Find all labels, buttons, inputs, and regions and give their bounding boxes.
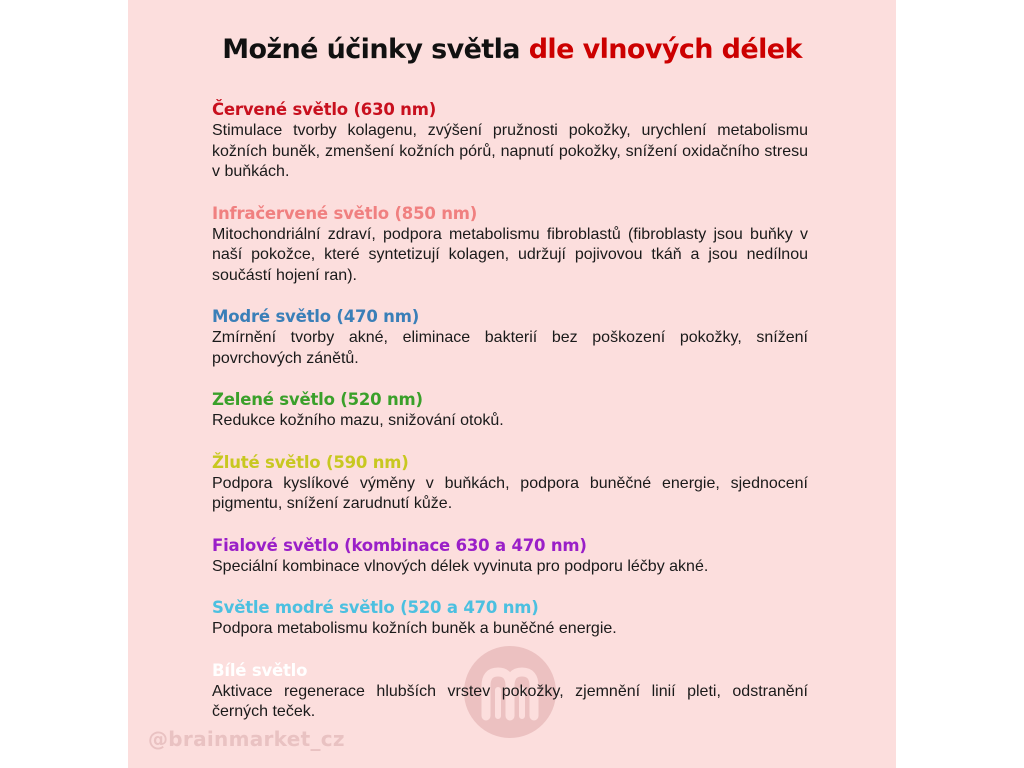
section-heading: Modré světlo (470 nm) (212, 307, 420, 326)
section-white-light (212, 660, 808, 723)
section-description: Stimulace tvorby kolagenu, zvýšení pružnosti pokožky, urychlení metabolismu kožních buněk, zmenšení kožních pórů, napnutí pokožky, snížení oxidačního stresu v buňkách. (212, 122, 808, 180)
section-red-light (212, 99, 808, 183)
section-description: Aktivace regenerace hlubších vrstev pokožky, zjemnění linií pleti, odstranění černých teček. (212, 682, 808, 720)
infographic-panel (128, 0, 896, 768)
title-main: Možné účinky světla (222, 34, 520, 65)
section-heading: Bílé světlo (212, 660, 308, 680)
section-light-blue-light (212, 597, 808, 640)
section-violet-light (212, 535, 808, 578)
section-description: Podpora metabolismu kožních buněk a buněčné energie. (212, 620, 617, 637)
section-heading: Zelené světlo (520 nm) (212, 390, 423, 409)
section-green-light (212, 389, 808, 432)
section-heading: Žluté světlo (590 nm) (212, 452, 409, 472)
section-heading: Fialové světlo (kombinace 630 a 470 nm) (212, 535, 587, 555)
section-description: Redukce kožního mazu, snižování otoků. (212, 412, 504, 429)
section-description: Mitochondriální zdraví, podpora metabolismu fibroblastů (fibroblasty jsou buňky v naší pokožce, které syntetizují kolagen, udržují pojivovou tkáň a jsou nedílnou součástí hojení ran). (212, 225, 808, 284)
section-description: Zmírnění tvorby akné, eliminace bakterií bez poškození pokožky, snížení povrchových zánětů. (212, 329, 808, 367)
section-heading: Infračervené světlo (850 nm) (212, 203, 478, 223)
section-yellow-light (212, 452, 808, 515)
section-blue-light (212, 306, 808, 369)
section-description: Speciální kombinace vlnových délek vyvinuta pro podporu léčby akné. (212, 557, 709, 575)
section-heading: Červené světlo (630 nm) (212, 100, 437, 119)
title-accent: dle vlnových délek (528, 34, 802, 65)
page-title (128, 34, 896, 65)
watermark-handle: @brainmarket_cz (148, 727, 345, 751)
section-description: Podpora kyslíkové výměny v buňkách, podpora buněčné energie, sjednocení pigmentu, snížení zarudnutí kůže. (212, 474, 808, 512)
section-infrared-light (212, 203, 808, 287)
section-heading: Světle modré světlo (520 a 470 nm) (212, 598, 539, 617)
effects-list (212, 99, 808, 743)
